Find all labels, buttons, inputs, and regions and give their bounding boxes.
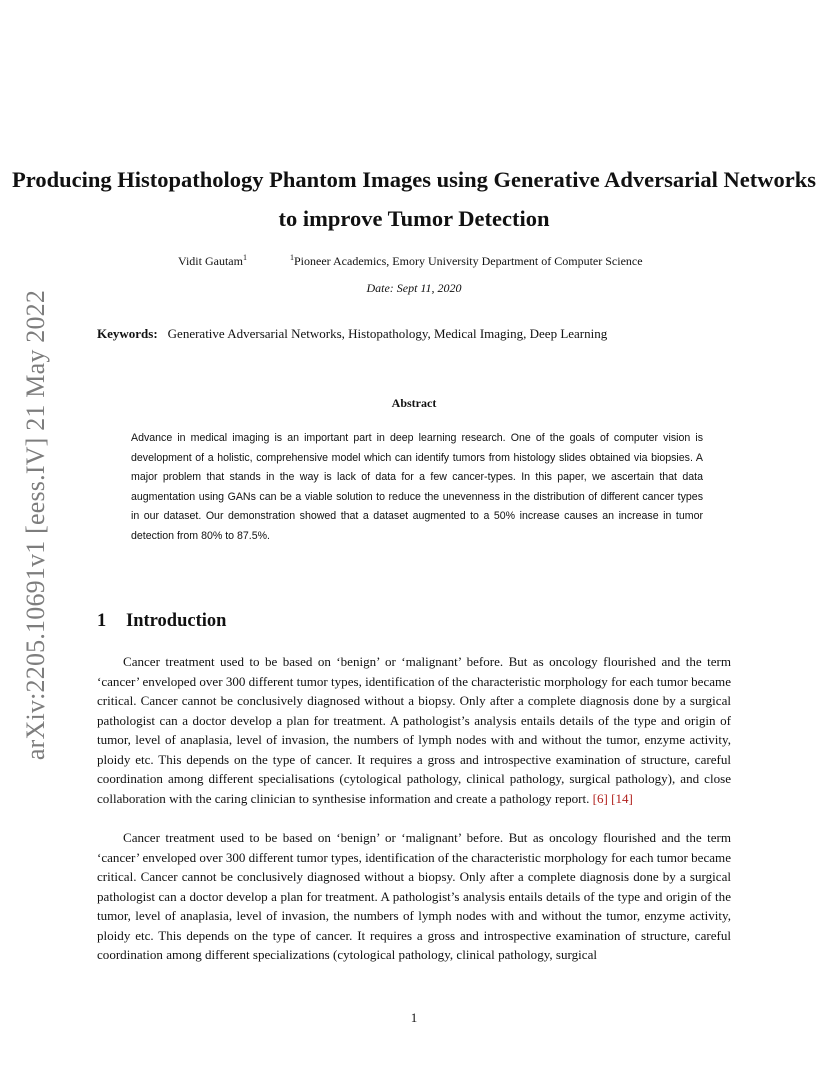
abstract-heading: Abstract bbox=[391, 396, 437, 410]
author-name: Vidit Gautam bbox=[178, 254, 243, 268]
paragraph-2-text: Cancer treatment used to be based on ‘benign’ or ‘malignant’ before. But as oncology flourished and the term ‘cancer’ enveloped over 300 different tumor types, identification of the characteristic morphology for each tumor became critical. Cancer cannot be conclusively diagnosed without a biopsy. Only after a complete diagnosis done by a surgical pathologist can a doctor develop a plan for treatment. A pathologist’s analysis entails details of the type and origin of the tumor, level of anaplasia, level of invasion, the numbers of lymph nodes with and without the tumor, enzyme activity, ploidy etc. This depends on the type of cancer. It requires a gross and introspective examination of structure, careful coordination among different specializations (cytological pathology, clinical pathology, surgical bbox=[97, 830, 731, 963]
author-marker: 1 bbox=[242, 253, 247, 262]
keywords-text: Generative Adversarial Networks, Histopathology, Medical Imaging, Deep Learning bbox=[167, 326, 608, 341]
paper-title: Producing Histopathology Phantom Images using Generative Adversarial Networks to improve Tumor Detection bbox=[12, 167, 816, 231]
author bbox=[178, 254, 247, 269]
abstract-body: Advance in medical imaging is an important part in deep learning research. One of the goals of computer vision is development of a holistic, comprehensive model which can identify tumors from histology slides obtained via biopsies. A major problem that stands in the way is lack of data for a few cancer-types. In this paper, we ascertain that data augmentation using GANs can be a viable solution to reduce the unevenness in the distribution of different cancer types in our dataset. Our demonstration showed that a dataset augmented to a 50% increase causes an increase in tumor detection from 80% to 87.5%. bbox=[131, 432, 703, 542]
arxiv-stamp bbox=[0, 0, 50, 761]
keywords-label: Keywords: bbox=[97, 326, 158, 341]
section-heading bbox=[97, 611, 226, 632]
affiliation-text: Pioneer Academics, Emory University Department of Computer Science bbox=[294, 254, 643, 268]
arxiv-stamp-text: arXiv:2205.10691v1 [eess.IV] 21 May 2022 bbox=[21, 289, 50, 761]
section-number: 1 bbox=[97, 611, 107, 631]
citation-link[interactable]: [14] bbox=[611, 790, 633, 806]
paper-date: Date: Sept 11, 2020 bbox=[366, 281, 462, 295]
citation-link[interactable]: [6] bbox=[592, 790, 608, 806]
affiliation-marker: 1 bbox=[290, 253, 294, 262]
keywords bbox=[97, 326, 607, 342]
paragraph-1 bbox=[97, 652, 731, 808]
affiliation bbox=[290, 254, 643, 269]
section-title: Introduction bbox=[126, 611, 227, 631]
paragraph-2 bbox=[97, 828, 731, 965]
paragraph-1-text: Cancer treatment used to be based on ‘benign’ or ‘malignant’ before. But as oncology flourished and the term ‘cancer’ enveloped over 300 different tumor types, identification of the characteristic morphology for each tumor became critical. Cancer cannot be conclusively diagnosed without a biopsy. Only after a complete diagnosis done by a surgical pathologist can a doctor develop a plan for treatment. A pathologist’s analysis entails details of the type and origin of tumor, level of anaplasia, level of invasion, the numbers of lymph nodes with and without the tumor, enzyme activity, ploidy etc. This depends on the type of cancer. It requires a gross and introspective examination of structure, careful coordination among different specialisations (cytological pathology, clinical pathology, surgical pathology), and close collaboration with the caring clinician to synthesise information and create a pathology report. bbox=[97, 654, 731, 806]
page-number: 1 bbox=[410, 1010, 418, 1025]
